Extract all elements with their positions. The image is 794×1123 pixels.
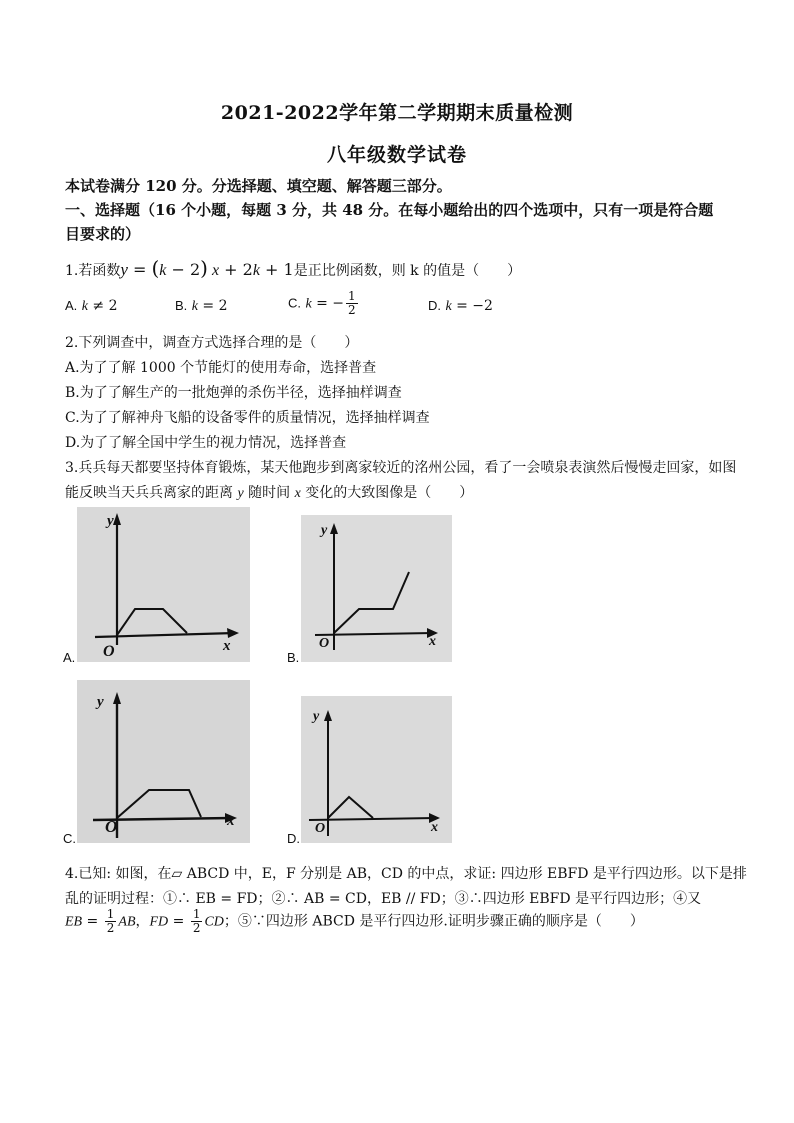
q3-graph-d [301, 696, 452, 843]
q3-graph-a [77, 507, 250, 662]
question-1-stem: 1.若函数y = (k − 2) x + 2k + 1是正比例函数，则 k 的值是（ ） [65, 256, 522, 280]
q1-option-a: A. k ≠ 2 [65, 298, 118, 314]
q3-d-origin: O [315, 821, 326, 836]
q3-option-b-label: B. [287, 650, 300, 665]
q1-prefix: 1.若函数 [65, 263, 121, 279]
exam-note: 本试卷满分 120 分。分选择题、填空题、解答题三部分。 [65, 177, 452, 195]
q3-c-axis-x: x [227, 813, 235, 829]
q3-d-axis-y: y [313, 709, 320, 724]
q3-option-c-label: C. [63, 831, 76, 846]
q3-a-axis-y: y [107, 513, 114, 529]
section-heading-line2: 目要求的） [65, 225, 141, 243]
q3-a-axis-x: x [223, 638, 231, 654]
q4-line3-end: ；⑤∵四边形 ABCD 是平行四边形.证明步骤正确的顺序是（ ） [223, 913, 644, 930]
q2-option-d: D.为了了解全国中学生的视力情况，选择普查 [65, 435, 347, 451]
q3-b-axis-y: y [321, 523, 328, 538]
question-3-line2: 能反映当天兵兵离家的距离 y 随时间 x 变化的大致图像是（ ） [65, 485, 474, 501]
q3-option-a-label: A. [63, 650, 76, 665]
q3-b-axis-x: x [429, 634, 436, 649]
q3-d-axis-x: x [431, 820, 438, 835]
question-4-line1: 4.已知: 如图，在▱ ABCD 中，E，F 分别是 AB，CD 的中点，求证: 四边形 EBFD 是平行四边形。以下是排 [65, 866, 747, 882]
q3-graph-c [77, 680, 250, 843]
q3-c-axis-y: y [97, 694, 104, 710]
q1-option-b: B. k = 2 [175, 298, 228, 314]
question-4-line3: EB = $\frac{1}{2}$ AB，FD = $\frac{1}{2}$ CD；⑤∵四边形 ABCD 是平行四边形.证明步骤正确的顺序是（ ） [65, 907, 644, 935]
exam-subtitle: 八年级数学试卷 [326, 144, 467, 166]
q1-option-d: D. k = −2 [428, 298, 493, 314]
section-heading-line1: 一、选择题（16 个小题，每题 3 分，共 48 分。在每小题给出的四个选项中，只有一项是符合题 [65, 201, 714, 219]
exam-title: 2021-2022学年第二学期期末质量检测 [220, 102, 574, 124]
q3-a-origin: O [103, 643, 115, 660]
question-3-line1: 3.兵兵每天都要坚持体育锻炼，某天他跑步到离家较近的洺州公园，看了一会喷泉表演然后慢慢走回家，如图 [65, 460, 737, 476]
q3-option-d-label: D. [287, 831, 300, 846]
q2-option-b: B.为了了解生产的一批炮弹的杀伤半径，选择抽样调查 [65, 385, 402, 401]
q1-formula: y [120, 260, 128, 279]
q3-graph-b [301, 515, 452, 662]
q3-b-origin: O [319, 636, 330, 651]
q1-suffix: 是正比例函数，则 k 的值是（ ） [293, 263, 522, 279]
q2-option-c: C.为了了解神舟飞船的设备零件的质量情况，选择抽样调查 [65, 410, 430, 426]
question-4-line2: 乱的证明过程：①∴ EB = FD；②∴ AB = CD，EB // FD；③∴四边形 EBFD 是平行四边形；④又 [65, 891, 702, 907]
q2-option-a: A.为了了解 1000 个节能灯的使用寿命，选择普查 [65, 360, 377, 376]
q3-c-origin: O [105, 817, 118, 836]
q1-option-c: C. k = − $\frac{1}{2}$ [288, 289, 356, 317]
question-2-stem: 2.下列调查中，调查方式选择合理的是（ ） [65, 335, 359, 351]
